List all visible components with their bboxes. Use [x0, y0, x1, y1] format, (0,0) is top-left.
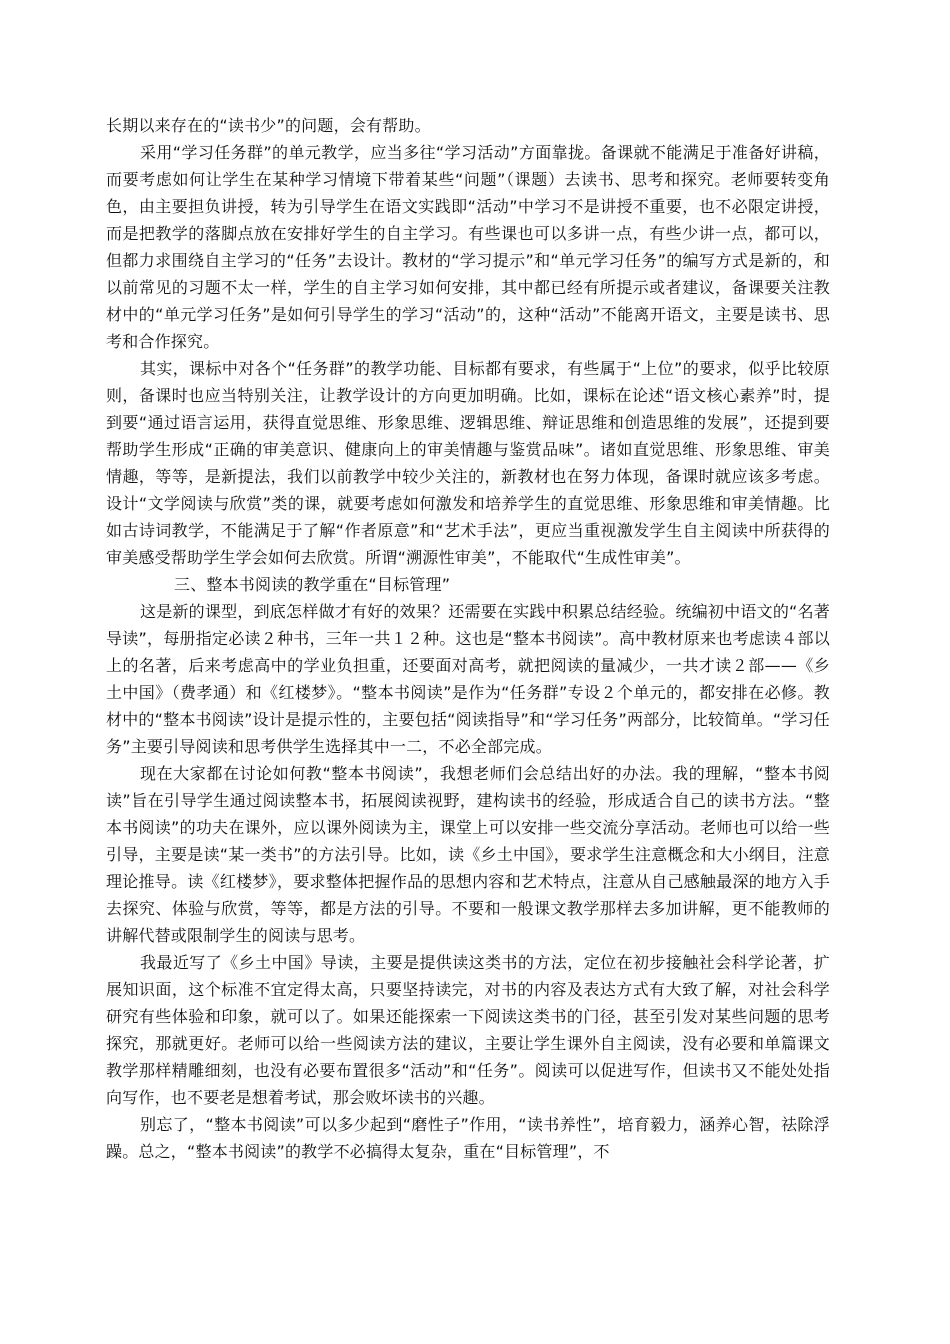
paragraph-continuation: 长期以来存在的“读书少”的问题，会有帮助。 — [106, 116, 431, 135]
paragraph-whole-book-teaching: 现在大家都在讨论如何教“整本书阅读”，我想老师们会总结出好的办法。我的理解，“整本书阅读”旨在引导学生通过阅读整本书，拓展阅读视野，建构读书的经验，形成适合自己的读书方法。“整本书阅读”的功夫在课外，应以课外阅读为主，课堂上可以安排一些交流分享活动。老师也可以给一些引导，主要是读“某一类书”的方法引导。比如，读《乡土中国》，要求学生注意概念和大小纲目，注意理论推导。读《红楼梦》，要求整体把握作品的思想内容和艺术特点，注意从自己感触最深的地方入手去探究、体验与欣赏，等等，都是方法的引导。不要和一般课文教学那样去多加讲解，更不能教师的讲解代替或限制学生的阅读与思考。 — [106, 764, 830, 945]
paragraph-learning-activities: 采用“学习任务群”的单元教学，应当多往“学习活动”方面靠拢。备课就不能满足于准备好讲稿，而要考虑如何让学生在某种学习情境下带着某些“问题”（课题）去读书、思考和探究。老师要转变角色，由主要担负讲授，转为引导学生在语文实践即“活动”中学习不是讲授不重要，也不必限定讲授，而是把教学的落脚点放在安排好学生的自主学习。有些课也可以多讲一点，有些少讲一点，都可以，但都力求围绕自主学习的“任务”去设计。教材的“学习提示”和“单元学习任务”的编写方式是新的，和以前常见的习题不太一样，学生的自主学习如何安排，其中都已经有所提示或者建议，备课要关注教材中的“单元学习任务”是如何引导学生的学习“活动”的，这种“活动”不能离开语文，主要是读书、思考和合作探究。 — [106, 143, 830, 351]
paragraph-curriculum-standards: 其实，课标中对各个“任务群”的教学功能、目标都有要求，有些属于“上位”的要求，似乎比较原则，备课时也应当特别关注，让教学设计的方向更加明确。比如，课标在论述“语文核心素养”时，提到要“通过语言运用，获得直觉思维、形象思维、逻辑思维、辩证思维和创造思维的发展”，还提到要帮助学生形成“正确的审美意识、健康向上的审美情趣与鉴赏品味”。诸如直觉思维、形象思维、审美情趣，等等，是新提法，我们以前教学中较少关注的，新教材也在努力体现，备课时就应该多考虑。设计“文学阅读与欣赏”类的课，就要考虑如何激发和培养学生的直觉思维、形象思维和审美情趣。比如古诗词教学，不能满足于了解“作者原意”和“艺术手法”，更应当重视激发学生自主阅读中所获得的审美感受帮助学生学会如何去欣赏。所谓“溯源性审美”，不能取代“生成性审美”。 — [106, 359, 830, 567]
paragraph-new-course-type: 这是新的课型，到底怎样做才有好的效果？还需要在实践中积累总结经验。统编初中语文的“名著导读”，每册指定必读２种书，三年一共１２种。这也是“整本书阅读”。高中教材原来也考虑读４部以上的名著，后来考虑高中的学业负担重，还要面对高考，就把阅读的量减少，一共才读２部——《乡土中国》（费孝通）和《红楼梦》。“整本书阅读”是作为“任务群”专设２个单元的，都安排在必修。教材中的“整本书阅读”设计是提示性的，主要包括“阅读指导”和“学习任务”两部分，比较简单。“学习任务”主要引导阅读和思考供学生选择其中一二，不必全部完成。 — [106, 602, 830, 756]
section-heading: 三、整本书阅读的教学重在“目标管理” — [174, 575, 451, 594]
document-body — [106, 112, 830, 1165]
paragraph-closing: 别忘了，“整本书阅读”可以多少起到“磨性子”作用，“读书养性”，培育毅力，涵养心智，祛除浮躁。总之，“整本书阅读”的教学不必搞得太复杂，重在“目标管理”，不 — [106, 1115, 830, 1161]
paragraph-reading-guide: 我最近写了《乡土中国》导读，主要是提供读这类书的方法，定位在初步接触社会科学论著，扩展知识面，这个标准不宜定得太高，只要坚持读完，对书的内容及表达方式有大致了解，对社会科学研究有些体验和印象，就可以了。如果还能探索一下阅读这类书的门径，甚至引发对某些问题的思考探究，那就更好。老师可以给一些阅读方法的建议，主要让学生课外自主阅读，没有必要和单篇课文教学那样精雕细刻，也没有必要布置很多“活动”和“任务”。阅读可以促进写作，但读书又不能处处指向写作，也不要老是想着考试，那会败坏读书的兴趣。 — [106, 953, 830, 1107]
